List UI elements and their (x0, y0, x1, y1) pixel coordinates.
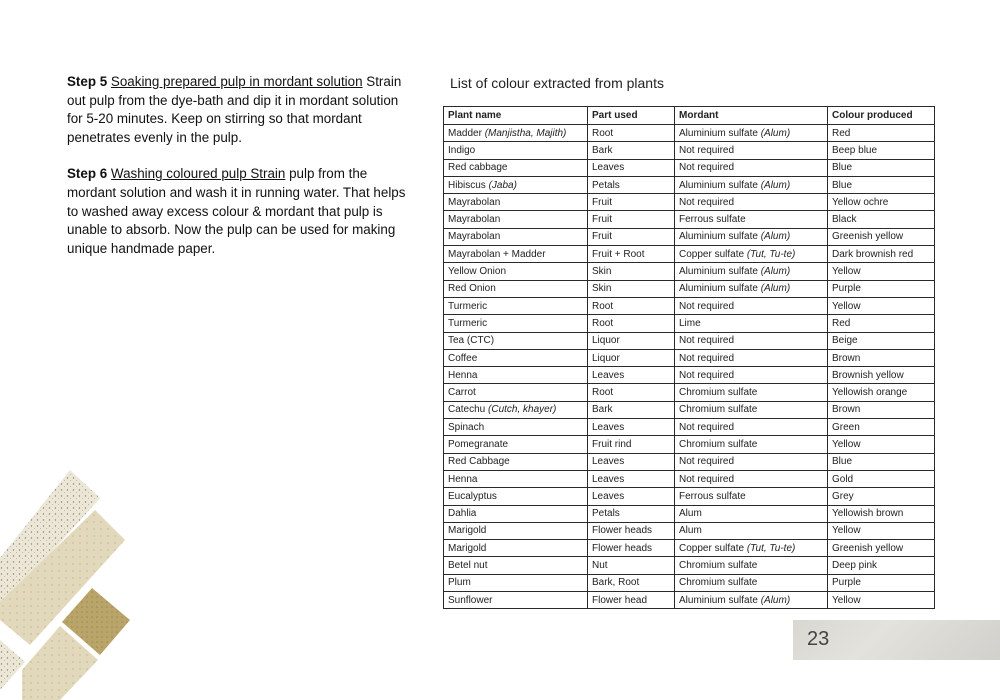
cell-text: Fruit + Root (592, 248, 645, 260)
cell-text: Chromium sulfate (679, 438, 758, 450)
cell-text: Yellow (832, 266, 861, 278)
step-5-title: Soaking prepared pulp in mordant solution (110, 74, 363, 89)
table-row (444, 332, 935, 349)
cell-text: Alum (679, 508, 702, 520)
plant-name-cell (444, 505, 588, 522)
cell-text: Beep blue (832, 144, 878, 156)
part-used-cell (588, 384, 675, 401)
mordant-cell (675, 349, 828, 366)
cell-text: Madder (448, 127, 485, 139)
cell-text: Bark, Root (592, 577, 640, 589)
cell-text: Chromium sulfate (679, 577, 758, 589)
paper-strips-graphic (0, 470, 140, 700)
cell-text: Red (832, 127, 851, 139)
table-row (444, 453, 935, 470)
table-row (444, 384, 935, 401)
cell-italic-note: (Jaba) (488, 179, 517, 191)
table-row (444, 246, 935, 263)
cell-text: Ferrous sulfate (679, 490, 746, 502)
colour-cell (828, 505, 935, 522)
table-header-row (444, 107, 935, 125)
colour-cell (828, 228, 935, 245)
cell-text: Red cabbage (448, 162, 508, 174)
cell-text: Deep pink (832, 560, 878, 572)
cell-text: Root (592, 317, 614, 329)
cell-italic-note: (Manjistha, Majith) (484, 127, 567, 139)
cell-text: Blue (832, 456, 853, 468)
cell-text: Spinach (448, 421, 485, 433)
colour-cell (828, 419, 935, 436)
part-used-cell (588, 297, 675, 314)
cell-text: Red (832, 317, 851, 329)
cell-text: Yellow (832, 300, 861, 312)
cell-text: Black (832, 214, 857, 226)
table-row (444, 470, 935, 487)
cell-italic-note: (Alum) (760, 594, 791, 606)
cell-text: Pomegranate (448, 438, 509, 450)
part-used-cell (588, 470, 675, 487)
cell-text: Not required (679, 162, 735, 174)
part-used-cell (588, 401, 675, 418)
cell-text: Blue (832, 162, 853, 174)
mordant-cell (675, 540, 828, 557)
cell-text: Root (592, 127, 614, 139)
cell-text: Purple (832, 577, 861, 589)
mordant-cell (675, 436, 828, 453)
step-6-body: pulp from the mordant solution and wash it in running water. That helps to washed away excess colour & mordant that pulp is unable to absorb. Now the pulp can be used for making unique handmade paper. (67, 166, 406, 256)
cell-text: Leaves (592, 473, 625, 485)
cell-text: Not required (679, 335, 735, 347)
part-used-cell (588, 315, 675, 332)
mordant-cell (675, 557, 828, 574)
mordant-cell (675, 297, 828, 314)
cell-text: Aluminium sulfate (679, 231, 761, 243)
step-5 (67, 73, 407, 147)
cell-text: Mayrabolan (448, 231, 501, 243)
plant-name-cell (444, 297, 588, 314)
colour-cell (828, 574, 935, 591)
plant-name-cell (444, 349, 588, 366)
cell-text: Yellow (832, 525, 861, 537)
cell-text: Not required (679, 300, 735, 312)
plant-name-cell (444, 142, 588, 159)
cell-text: Fruit (592, 231, 612, 243)
mordant-cell (675, 315, 828, 332)
cell-text: Fruit (592, 196, 612, 208)
table-row (444, 211, 935, 228)
colour-cell (828, 453, 935, 470)
plant-name-cell (444, 194, 588, 211)
mordant-cell (675, 470, 828, 487)
cell-text: Turmeric (448, 300, 488, 312)
table-row (444, 280, 935, 297)
plant-name-cell (444, 557, 588, 574)
cell-text: Yellowish orange (832, 387, 908, 399)
colour-cell (828, 488, 935, 505)
colour-cell (828, 557, 935, 574)
table-row (444, 125, 935, 142)
cell-text: Leaves (592, 369, 625, 381)
cell-text: Flower head (592, 594, 648, 606)
cell-text: Leaves (592, 162, 625, 174)
cell-text: Bark (592, 144, 613, 156)
mordant-cell (675, 228, 828, 245)
colour-cell (828, 470, 935, 487)
cell-text: Lime (679, 317, 701, 329)
mordant-cell (675, 488, 828, 505)
cell-text: Brown (832, 352, 861, 364)
cell-text: Fruit rind (592, 438, 632, 450)
plant-name-cell (444, 522, 588, 539)
table-row (444, 401, 935, 418)
cell-text: Root (592, 387, 614, 399)
cell-text: Red Cabbage (448, 456, 510, 468)
mordant-cell (675, 574, 828, 591)
part-used-cell (588, 453, 675, 470)
plant-name-cell (444, 228, 588, 245)
plant-name-cell (444, 263, 588, 280)
part-used-cell (588, 540, 675, 557)
cell-text: Leaves (592, 490, 625, 502)
cell-text: Leaves (592, 421, 625, 433)
cell-text: Dahlia (448, 508, 477, 520)
cell-text: Aluminium sulfate (679, 283, 761, 295)
header-part-used: Part used (588, 107, 675, 125)
colour-cell (828, 315, 935, 332)
cell-text: Betel nut (448, 560, 488, 572)
cell-text: Turmeric (448, 317, 488, 329)
table-row (444, 592, 935, 609)
part-used-cell (588, 505, 675, 522)
part-used-cell (588, 194, 675, 211)
table-row (444, 367, 935, 384)
cell-text: Fruit (592, 214, 612, 226)
table-row (444, 315, 935, 332)
cell-text: Red Onion (448, 283, 496, 295)
colour-cell (828, 194, 935, 211)
plant-name-cell (444, 384, 588, 401)
cell-text: Aluminium sulfate (679, 594, 761, 606)
table-row (444, 297, 935, 314)
cell-text: Sunflower (448, 594, 493, 606)
table-row (444, 263, 935, 280)
cell-text: Not required (679, 456, 735, 468)
part-used-cell (588, 211, 675, 228)
cell-text: Bark (592, 404, 613, 416)
part-used-cell (588, 419, 675, 436)
part-used-cell (588, 488, 675, 505)
cell-text: Coffee (448, 352, 478, 364)
colour-cell (828, 125, 935, 142)
header-mordant: Mordant (675, 107, 828, 125)
cell-text: Skin (592, 266, 612, 278)
mordant-cell (675, 505, 828, 522)
plant-name-cell (444, 211, 588, 228)
plant-name-cell (444, 453, 588, 470)
cell-text: Yellow (832, 594, 861, 606)
cell-text: Yellow ochre (832, 196, 889, 208)
plant-name-cell (444, 246, 588, 263)
plant-name-cell (444, 488, 588, 505)
colour-cell (828, 211, 935, 228)
table-row (444, 540, 935, 557)
cell-text: Leaves (592, 456, 625, 468)
cell-text: Grey (832, 490, 854, 502)
plant-name-cell (444, 332, 588, 349)
cell-text: Mayrabolan + Madder (448, 248, 546, 260)
part-used-cell (588, 436, 675, 453)
cell-text: Petals (592, 508, 620, 520)
paper-strip-corner (0, 640, 25, 690)
table-row (444, 349, 935, 366)
mordant-cell (675, 142, 828, 159)
part-used-cell (588, 159, 675, 176)
cell-text: Chromium sulfate (679, 387, 758, 399)
part-used-cell (588, 592, 675, 609)
part-used-cell (588, 246, 675, 263)
cell-text: Yellowish brown (832, 508, 904, 520)
mordant-cell (675, 453, 828, 470)
table-row (444, 176, 935, 193)
plant-name-cell (444, 436, 588, 453)
cell-text: Tea (CTC) (448, 335, 495, 347)
cell-text: Catechu (448, 404, 489, 416)
mordant-cell (675, 159, 828, 176)
cell-text: Liquor (592, 352, 620, 364)
step-5-label: Step 5 (67, 74, 108, 89)
cell-italic-note: (Alum) (760, 127, 791, 139)
cell-text: Not required (679, 421, 735, 433)
header-colour-produced: Colour produced (828, 107, 935, 125)
mordant-cell (675, 176, 828, 193)
part-used-cell (588, 280, 675, 297)
mordant-cell (675, 246, 828, 263)
cell-text: Greenish yellow (832, 231, 904, 243)
cell-text: Yellow Onion (448, 266, 507, 278)
plant-name-cell (444, 280, 588, 297)
header-plant-name: Plant name (444, 107, 588, 125)
table-row (444, 194, 935, 211)
colour-cell (828, 522, 935, 539)
part-used-cell (588, 522, 675, 539)
part-used-cell (588, 574, 675, 591)
colour-cell (828, 436, 935, 453)
cell-text: Eucalyptus (448, 490, 497, 502)
plant-name-cell (444, 540, 588, 557)
cell-italic-note: (Alum) (760, 231, 791, 243)
cell-text: Alum (679, 525, 702, 537)
cell-text: Gold (832, 473, 854, 485)
plant-name-cell (444, 574, 588, 591)
part-used-cell (588, 142, 675, 159)
part-used-cell (588, 557, 675, 574)
cell-italic-note: (Alum) (760, 283, 791, 295)
page-number-badge (793, 620, 1000, 660)
cell-italic-note: (Cutch, khayer) (488, 404, 557, 416)
step-5-body: Strain out pulp from the dye-bath and dip it in mordant solution for 5-20 minutes. Keep on stirring so that mordant penetrates evenly in the pulp. (67, 74, 402, 145)
colour-cell (828, 349, 935, 366)
cell-italic-note: (Tut, Tu-te) (746, 542, 796, 554)
mordant-cell (675, 211, 828, 228)
colour-cell (828, 401, 935, 418)
cell-text: Yellow (832, 438, 861, 450)
cell-text: Marigold (448, 542, 487, 554)
cell-text: Not required (679, 352, 735, 364)
colour-cell (828, 159, 935, 176)
cell-text: Henna (448, 473, 478, 485)
mordant-cell (675, 332, 828, 349)
mordant-cell (675, 419, 828, 436)
cell-text: Mayrabolan (448, 214, 501, 226)
cell-text: Hibiscus (448, 179, 489, 191)
mordant-cell (675, 401, 828, 418)
part-used-cell (588, 125, 675, 142)
step-6 (67, 165, 407, 258)
cell-text: Green (832, 421, 860, 433)
plant-name-cell (444, 470, 588, 487)
cell-text: Ferrous sulfate (679, 214, 746, 226)
plant-name-cell (444, 592, 588, 609)
table-row (444, 557, 935, 574)
page-number: 23 (807, 628, 830, 650)
table-row (444, 522, 935, 539)
table-row (444, 436, 935, 453)
part-used-cell (588, 176, 675, 193)
plant-name-cell (444, 401, 588, 418)
plant-name-cell (444, 315, 588, 332)
cell-text: Brownish yellow (832, 369, 904, 381)
colour-cell (828, 176, 935, 193)
cell-text: Henna (448, 369, 478, 381)
cell-text: Not required (679, 196, 735, 208)
cell-text: Carrot (448, 387, 476, 399)
cell-text: Skin (592, 283, 612, 295)
table-row (444, 228, 935, 245)
cell-text: Not required (679, 144, 735, 156)
table-row (444, 142, 935, 159)
cell-text: Brown (832, 404, 861, 416)
plant-name-cell (444, 367, 588, 384)
colour-cell (828, 592, 935, 609)
cell-text: Flower heads (592, 525, 653, 537)
cell-text: Nut (592, 560, 608, 572)
part-used-cell (588, 263, 675, 280)
colour-cell (828, 332, 935, 349)
instructions-column (67, 73, 407, 276)
step-6-title: Washing coloured pulp Strain (110, 166, 286, 182)
cell-text: Liquor (592, 335, 620, 347)
mordant-cell (675, 263, 828, 280)
cell-text: Plum (448, 577, 471, 589)
cell-text: Greenish yellow (832, 542, 904, 554)
table-row (444, 505, 935, 522)
table-title: List of colour extracted from plants (450, 75, 664, 91)
cell-text: Blue (832, 179, 853, 191)
cell-text: Purple (832, 283, 861, 295)
part-used-cell (588, 349, 675, 366)
cell-text: Petals (592, 179, 620, 191)
table-row (444, 419, 935, 436)
table-row (444, 159, 935, 176)
colour-cell (828, 540, 935, 557)
mordant-cell (675, 592, 828, 609)
cell-text: Indigo (448, 144, 476, 156)
colour-cell (828, 384, 935, 401)
part-used-cell (588, 367, 675, 384)
cell-text: Chromium sulfate (679, 560, 758, 572)
plant-name-cell (444, 159, 588, 176)
cell-text: Not required (679, 369, 735, 381)
mordant-cell (675, 280, 828, 297)
cell-text: Beige (832, 335, 858, 347)
colour-cell (828, 142, 935, 159)
cell-text: Root (592, 300, 614, 312)
mordant-cell (675, 367, 828, 384)
plant-name-cell (444, 419, 588, 436)
cell-italic-note: (Alum) (760, 179, 791, 191)
mordant-cell (675, 194, 828, 211)
cell-text: Aluminium sulfate (679, 266, 761, 278)
colour-cell (828, 246, 935, 263)
mordant-cell (675, 384, 828, 401)
part-used-cell (588, 228, 675, 245)
step-6-label: Step 6 (67, 166, 108, 182)
plant-colour-table (443, 106, 935, 609)
colour-cell (828, 263, 935, 280)
handmade-paper-decoration (0, 470, 140, 700)
colour-cell (828, 280, 935, 297)
cell-text: Chromium sulfate (679, 404, 758, 416)
part-used-cell (588, 332, 675, 349)
cell-italic-note: (Tut, Tu-te) (746, 248, 796, 260)
cell-text: Aluminium sulfate (679, 127, 761, 139)
cell-text: Marigold (448, 525, 487, 537)
cell-italic-note: (Alum) (760, 266, 791, 278)
mordant-cell (675, 125, 828, 142)
cell-text: Copper sulfate (679, 542, 747, 554)
plant-name-cell (444, 176, 588, 193)
colour-cell (828, 367, 935, 384)
plant-name-cell (444, 125, 588, 142)
cell-text: Flower heads (592, 542, 653, 554)
table-row (444, 574, 935, 591)
mordant-cell (675, 522, 828, 539)
cell-text: Not required (679, 473, 735, 485)
cell-text: Mayrabolan (448, 196, 501, 208)
colour-cell (828, 297, 935, 314)
cell-text: Aluminium sulfate (679, 179, 761, 191)
cell-text: Dark brownish red (832, 248, 914, 260)
cell-text: Copper sulfate (679, 248, 747, 260)
table-row (444, 488, 935, 505)
